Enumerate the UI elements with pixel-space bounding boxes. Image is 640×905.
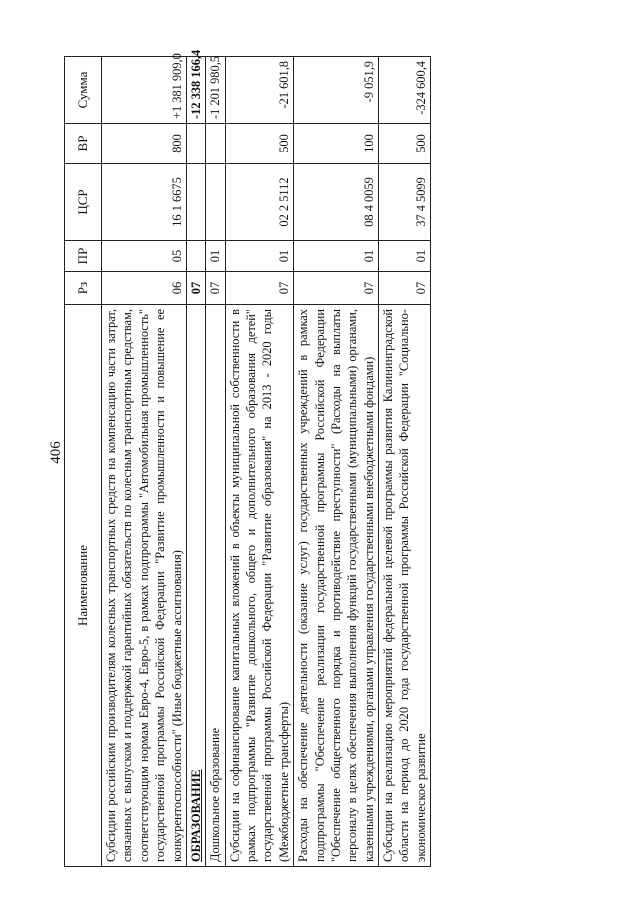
row-pr: 01	[379, 241, 431, 272]
row-vr	[186, 124, 205, 164]
row-vr	[206, 124, 225, 164]
column-header-name: Наименование	[65, 305, 102, 867]
row-pr	[186, 241, 205, 272]
table-row	[379, 57, 431, 867]
row-sum: -12 338 166,4	[186, 57, 205, 124]
column-header-pr: ПР	[65, 241, 102, 272]
row-rz: 07	[379, 272, 431, 305]
row-rz: 07	[206, 272, 225, 305]
row-pr: 05	[102, 241, 187, 272]
table-row	[294, 57, 379, 867]
row-vr: 100	[294, 124, 379, 164]
row-sum: -21 601,8	[225, 57, 294, 124]
row-name: Субсидии на реализацию мероприятий федеральной целевой программы развития Калининградской области на период до 2020 года государственной программы Российской Федерации "Социально-экономическое развитие	[379, 305, 431, 867]
row-name: Дошкольное образование	[206, 305, 225, 867]
budget-table	[64, 49, 431, 867]
row-csr	[206, 164, 225, 241]
table-row	[206, 57, 225, 867]
column-header-csr: ЦСР	[65, 164, 102, 241]
row-vr: 800	[102, 124, 187, 164]
row-name: Расходы на обеспечение деятельности (оказание услуг) государственных учреждений в рамках подпрограммы "Обеспечение реализации государственной программы Российской Федерации "Обеспечение общественного порядка и противодействие преступности" (Расходы на выплаты персоналу в целях обеспечения выполнения функций государственными (муниципальными) органами, казенными учреждениями, органами управления государственными внебюджетными фондами)	[294, 305, 379, 867]
row-pr: 01	[294, 241, 379, 272]
row-vr: 500	[379, 124, 431, 164]
row-rz: 06	[102, 272, 187, 305]
row-sum: -9 051,9	[294, 57, 379, 124]
row-csr: 37 4 5099	[379, 164, 431, 241]
row-pr: 01	[225, 241, 294, 272]
row-rz: 07	[294, 272, 379, 305]
row-csr	[186, 164, 205, 241]
row-name: ОБРАЗОВАНИЕ	[186, 305, 205, 867]
page-number: 406	[48, 441, 64, 464]
row-rz: 07	[225, 272, 294, 305]
table-row	[225, 57, 294, 867]
column-header-rz: Рз	[65, 272, 102, 305]
row-csr: 08 4 0059	[294, 164, 379, 241]
row-sum: -324 600,4	[379, 57, 431, 124]
row-pr: 01	[206, 241, 225, 272]
row-sum: +1 381 909,0	[102, 57, 187, 124]
row-rz: 07	[186, 272, 205, 305]
column-header-sum: Сумма	[65, 57, 102, 124]
row-csr: 16 1 6675	[102, 164, 187, 241]
row-name: Субсидии российским производителям колесных транспортных средств на компенсацию части затрат, связанных с выпуском и поддержкой гарантийных обязательств по колесным транспортным средствам, соответствующим нормам Евро-4, Евро-5, в рамках подпрограммы "Автомобильная промышленность" государственной программы Российской Федерации "Развитие промышленности и повышение ее конкурентоспособности" (Иные бюджетные ассигнования)	[102, 305, 187, 867]
row-name: Субсидии на софинансирование капитальных вложений в объекты муниципальной собственности в рамках подпрограммы "Развитие дошкольного, общего и дополнительного образования детей" государственной программы Российской Федерации "Развитие образования" на 2013 - 2020 годы (Межбюджетные трансферты)	[225, 305, 294, 867]
table-row	[102, 57, 187, 867]
row-csr: 02 2 5112	[225, 164, 294, 241]
row-sum: -1 201 980,5	[206, 57, 225, 124]
row-vr: 500	[225, 124, 294, 164]
table-row-section	[186, 57, 205, 867]
table-header-row	[65, 57, 102, 867]
column-header-vr: ВР	[65, 124, 102, 164]
